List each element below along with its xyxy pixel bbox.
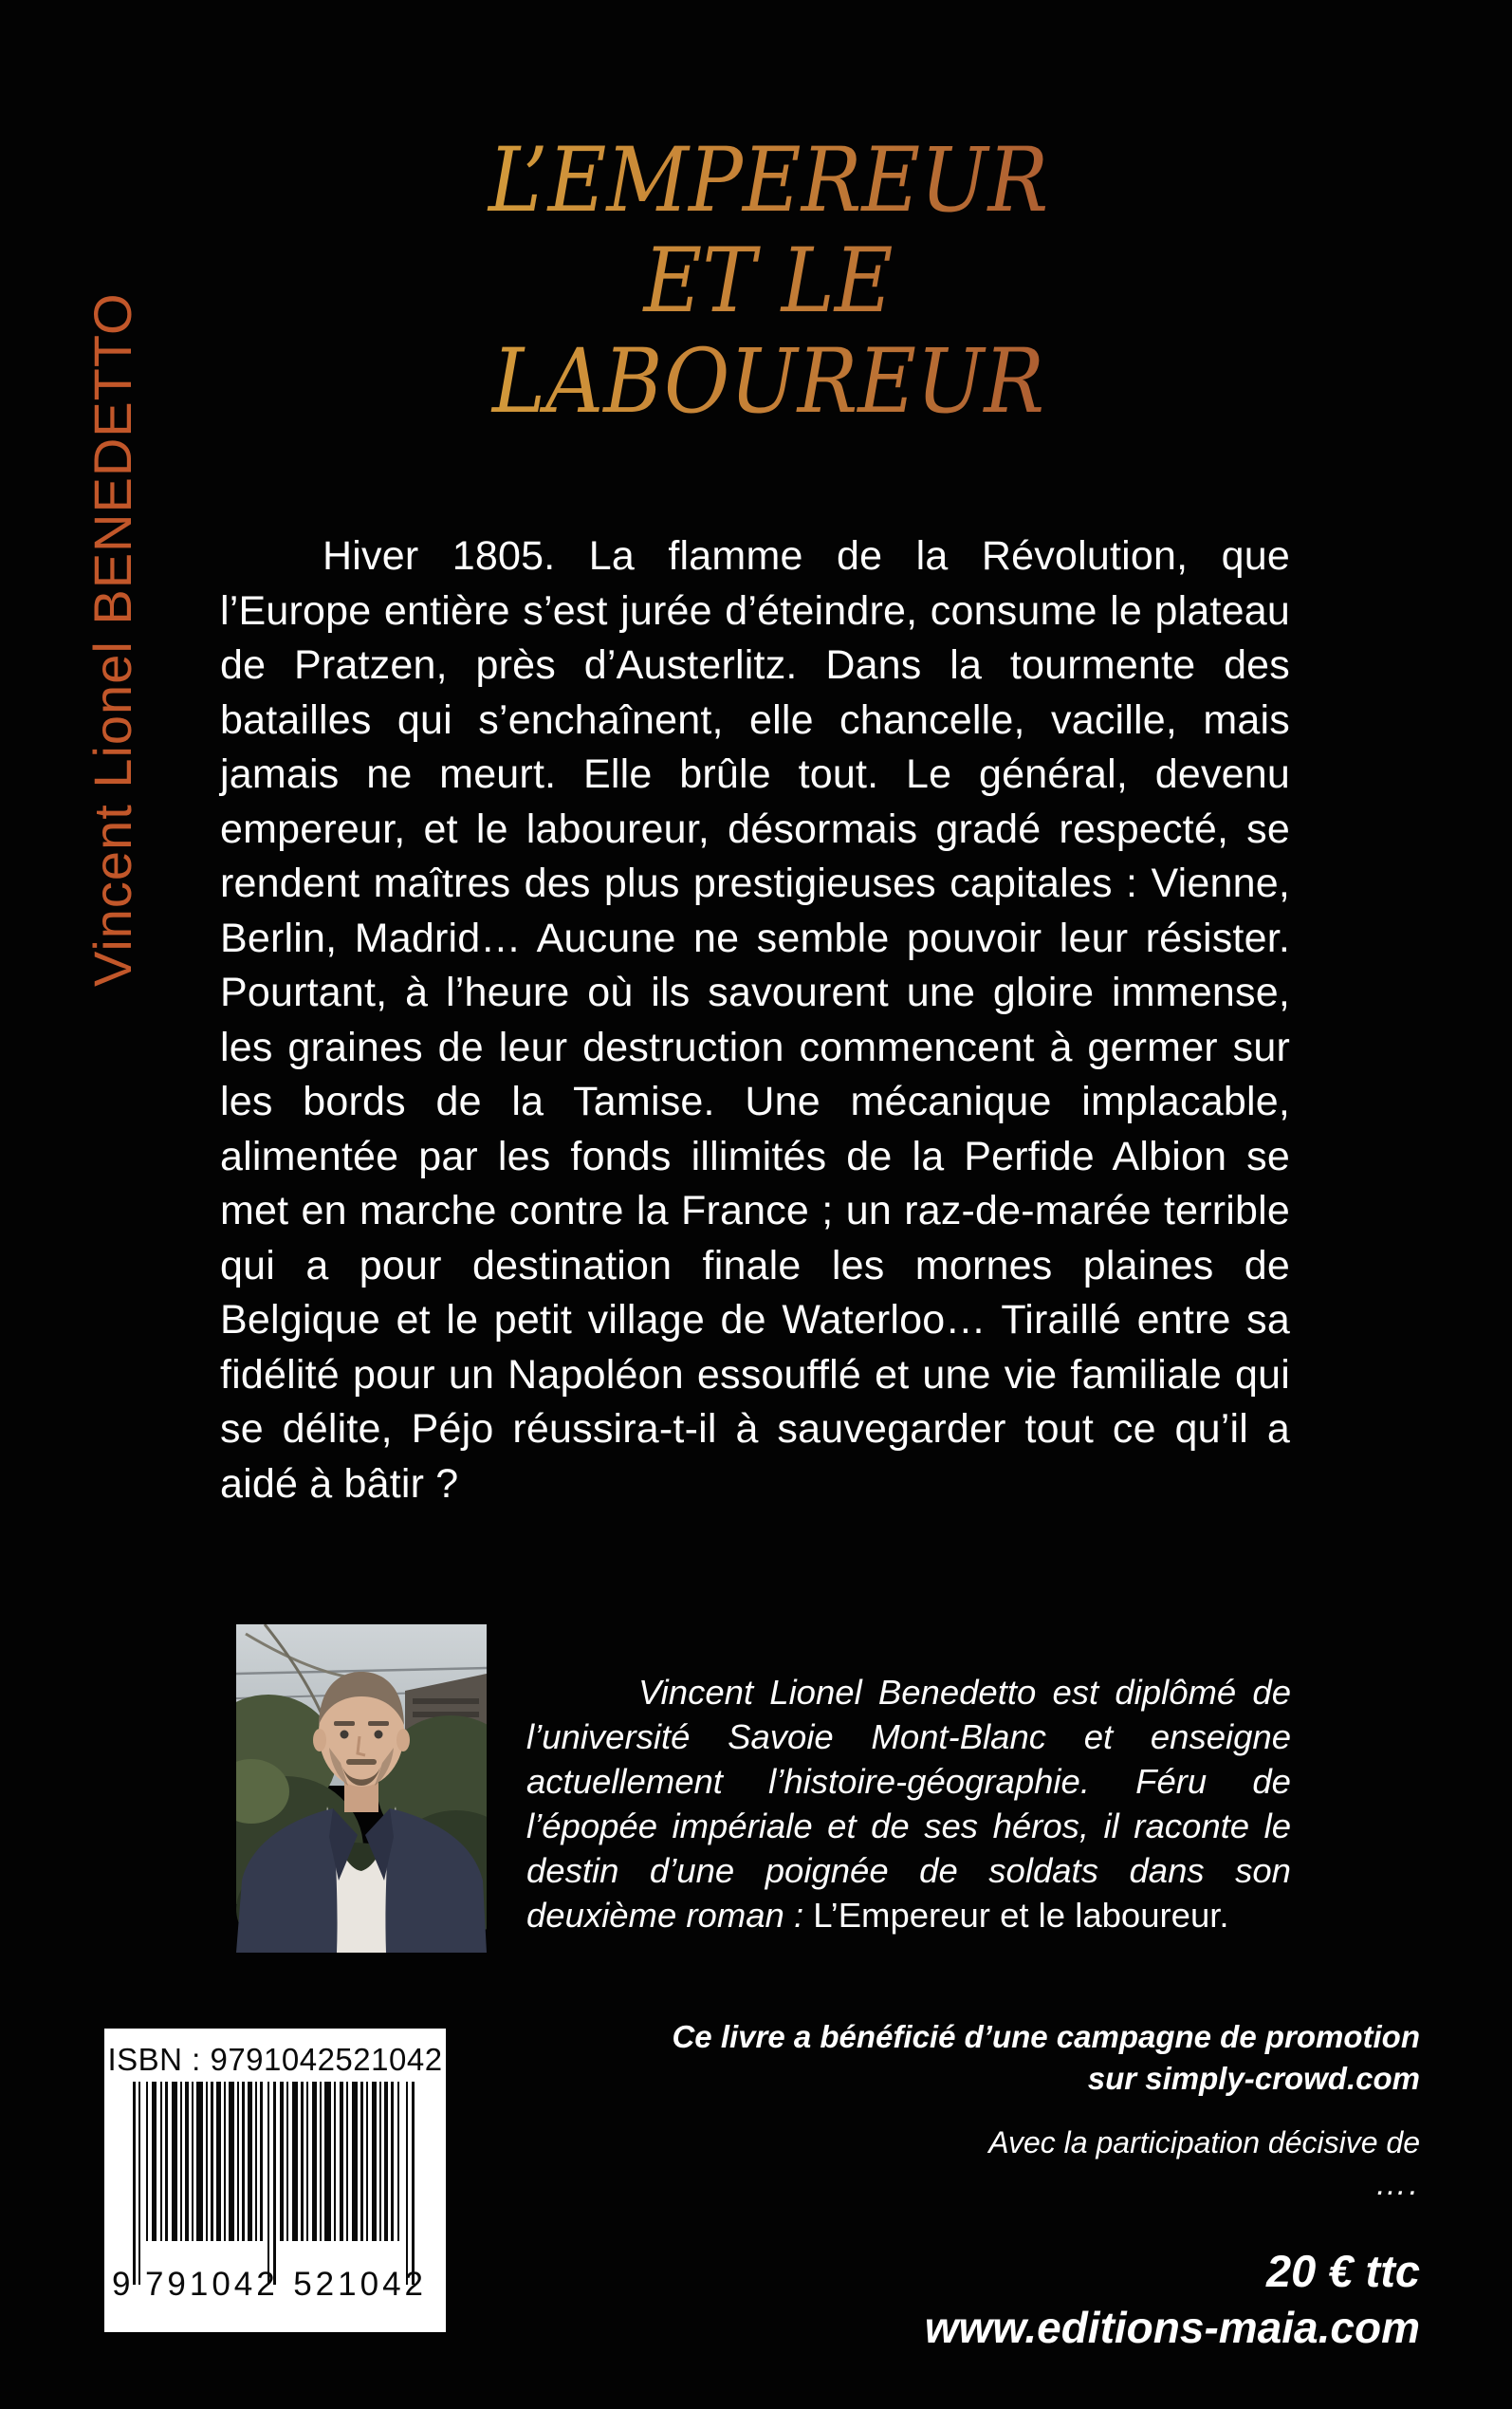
book-title bbox=[222, 131, 1315, 433]
synopsis-paragraph: Hiver 1805. La flamme de la Révolution, que l’Europe entière s’est jurée d’éteindre, consume le plateau de Pratzen, près d’Austerlitz. Dans la tourmente des batailles qui s’enchaînent, elle chancelle, vacille, mais jamais ne meurt. Elle brûle tout. Le général, devenu empereur, et le laboureur, désormais gradé respecté, se rendent maîtres des plus prestigieuses capitales : Vienne, Berlin, Madrid… Aucune ne semble pouvoir leur résister. Pourtant, à l’heure où ils savourent une gloire immense, les graines de leur destruction commencent à germer sur les bords de la Tamise. Une mécanique implacable, alimentée par les fonds illimités de la Perfide Albion se met en marche contre la France ; un raz-de-marée terrible qui a pour destination finale les mornes plaines de Belgique et le petit village de Waterloo… Tiraillé entre sa fidélité pour un Napoléon essoufflé et une vie familiale qui se délite, Péjo réussira-t-il à sauvegarder tout ce qu’il a aidé à bâtir ? bbox=[220, 533, 1290, 1507]
barcode-digits bbox=[104, 2266, 446, 2304]
participation-line: Avec la participation décisive de bbox=[988, 2125, 1420, 2159]
barcode-digit-group-1: 791042 bbox=[144, 2266, 279, 2303]
author-photo bbox=[236, 1624, 487, 1953]
promotion-line-2: sur simply-crowd.com bbox=[1087, 2061, 1420, 2096]
isbn-label: ISBN : 9791042521042 bbox=[107, 2042, 443, 2077]
price-text: 20 € ttc bbox=[1266, 2246, 1420, 2296]
author-photo-illustration bbox=[236, 1624, 487, 1953]
barcode-digit-left: 9 bbox=[112, 2266, 131, 2303]
author-bio-italic: Vincent Lionel Benedetto est diplômé de l’université Savoie Mont-Blanc et enseigne actuellement l’histoire-géographie. Féru de l’épopée impériale et de ses héros, il raconte le destin d’une poignée de soldats dans son deuxième roman : bbox=[526, 1673, 1291, 1935]
barcode-icon bbox=[125, 2082, 425, 2285]
author-bio bbox=[526, 1670, 1291, 1937]
author-name-vertical: Vincent Lionel BENEDETTO bbox=[83, 292, 142, 987]
title-line-1: L’EMPEREUR bbox=[488, 129, 1049, 232]
title-line-3: LABOUREUR bbox=[491, 330, 1045, 434]
price-website-block bbox=[925, 2243, 1420, 2355]
barcode-digit-group-2: 521042 bbox=[293, 2266, 427, 2303]
publisher-website: www.editions-maia.com bbox=[924, 2303, 1420, 2352]
isbn-barcode-block bbox=[104, 2029, 446, 2332]
participation-dots: …. bbox=[1374, 2166, 1420, 2202]
title-line-2: ET LE bbox=[643, 230, 894, 333]
promotion-line-1: Ce livre a bénéficié d’une campagne de promotion bbox=[672, 2019, 1420, 2054]
promotion-block bbox=[672, 2016, 1420, 2202]
author-bio-book-title: L’Empereur et le laboureur. bbox=[813, 1896, 1229, 1935]
